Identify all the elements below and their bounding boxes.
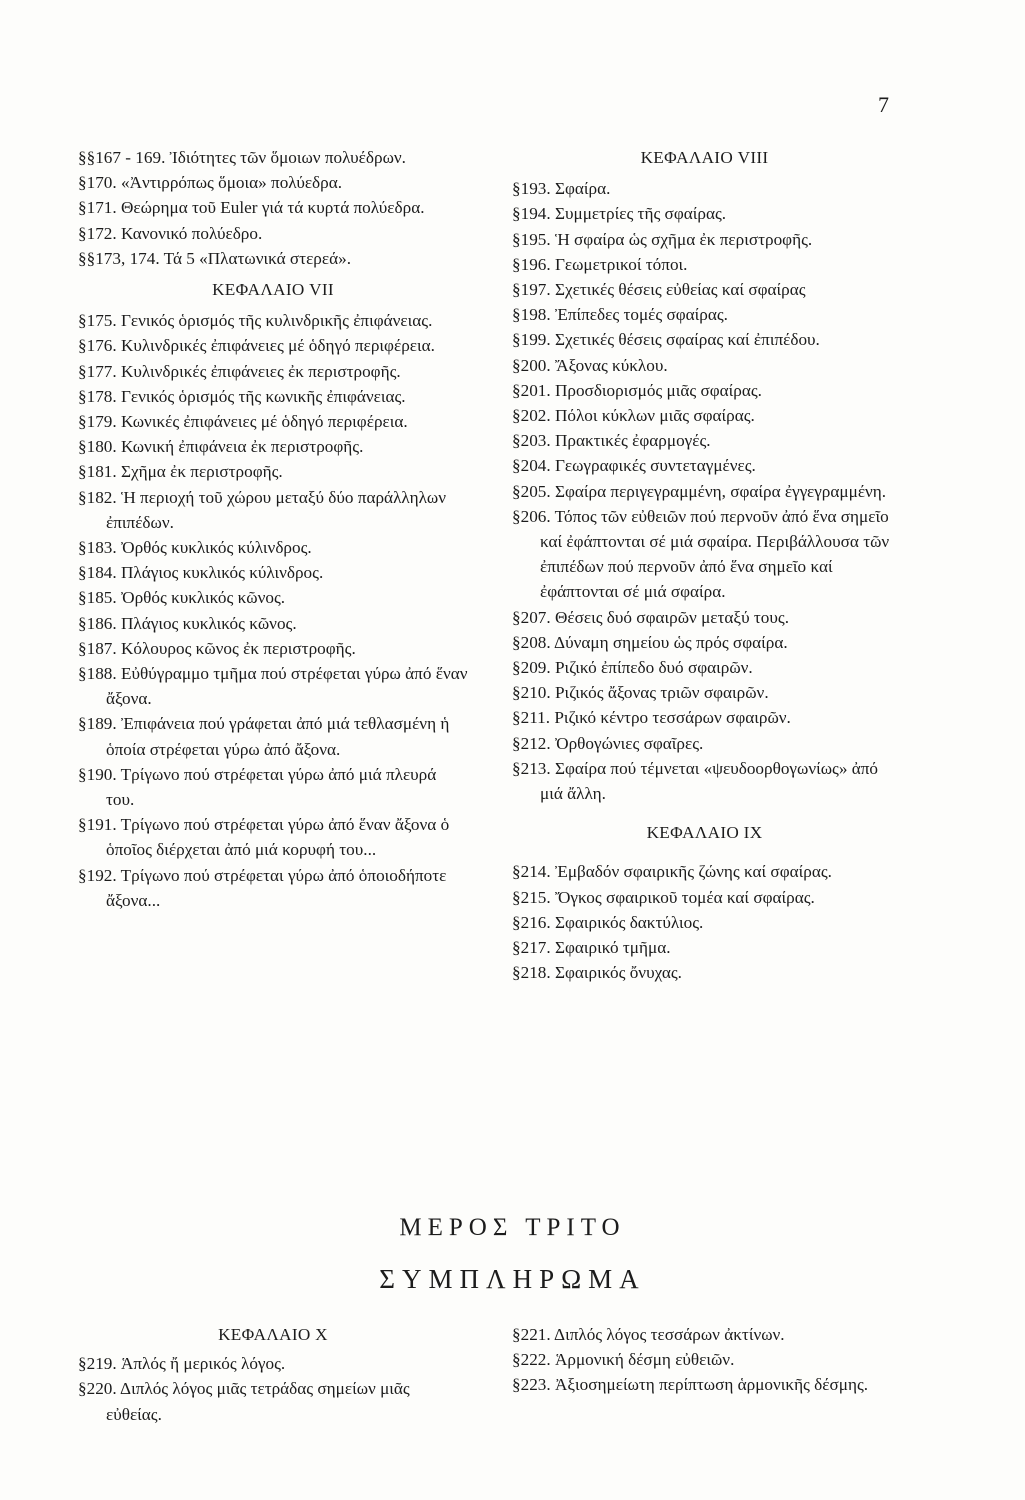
toc-entry: §204. Γεωγραφικές συντεταγμένες. <box>512 456 756 476</box>
toc-entry: §210. Ριζικός ἄξονας τριῶν σφαιρῶν. <box>512 683 769 703</box>
toc-entry: §176. Κυλινδρικές ἐπιφάνειες μέ ὁδηγό περιφέρεια. <box>78 336 435 356</box>
toc-entry: §194. Συμμετρίες τῆς σφαίρας. <box>512 204 727 224</box>
chapter-heading-viii: ΚΕΦΑΛΑΙΟ VIII <box>640 148 769 167</box>
part-subtitle: ΣΥΜΠΛΗΡΩΜΑ <box>379 1264 646 1294</box>
toc-entry: §221. Διπλός λόγος τεσσάρων ἀκτίνων. <box>512 1325 785 1344</box>
toc-entry: §217. Σφαιρικό τμῆμα. <box>512 938 671 958</box>
toc-entry: §197. Σχετικές θέσεις εὐθείας καί σφαίρας <box>512 280 806 300</box>
toc-entry: §219. Ἁπλός ἤ μερικός λόγος. <box>78 1354 286 1374</box>
toc-entry: §193. Σφαίρα. <box>512 179 611 199</box>
toc-entry: §188. Εὐθύγραμμο τμῆμα πού στρέφεται γύρω ἀπό ἕναν ἄξονα. <box>78 664 468 709</box>
chapter-heading-x: ΚΕΦΑΛΑΙΟ Χ <box>218 1325 328 1344</box>
toc-entry: §201. Προσδιορισμός μιᾶς σφαίρας. <box>512 380 762 400</box>
toc-entry: §191. Τρίγωνο πού στρέφεται γύρω ἀπό ἕναν ἄξονα ὁ ὁποῖος διέρχεται ἀπό μιά κορυφή του... <box>78 815 450 860</box>
toc-entry: §205. Σφαίρα περιγεγραμμένη, σφαίρα ἐγγεγραμμένη. <box>512 481 887 501</box>
toc-entry: §198. Ἐπίπεδες τομές σφαίρας. <box>512 305 728 325</box>
right-column <box>512 145 897 986</box>
toc-entry: §192. Τρίγωνο πού στρέφεται γύρω ἀπό ὁποιοδήποτε ἄξονα... <box>78 865 447 910</box>
toc-entry: §196. Γεωμετρικοί τόποι. <box>512 254 688 274</box>
toc-entry: §212. Ὀρθογώνιες σφαῖρες. <box>512 733 704 753</box>
toc-entry: §185. Ὀρθός κυκλικός κῶνος. <box>78 588 286 608</box>
toc-entry: §209. Ριζικό ἐπίπεδο δυό σφαιρῶν. <box>512 658 753 678</box>
toc-entry: §220. Διπλός λόγος μιᾶς τετράδας σημείων μιᾶς εὐθείας. <box>78 1379 410 1424</box>
toc-entry: §202. Πόλοι κύκλων μιᾶς σφαίρας. <box>512 406 755 426</box>
toc-entry: §223. Ἀξιοσημείωτη περίπτωση ἁρμονικῆς δέσμης. <box>512 1375 869 1395</box>
toc-entry: §181. Σχῆμα ἐκ περιστροφῆς. <box>78 462 283 482</box>
chapter-x-right-column <box>512 1322 897 1398</box>
toc-entry: §175. Γενικός ὁρισμός τῆς κυλινδρικῆς ἐπιφάνειας. <box>78 311 433 331</box>
toc-entry: §§173, 174. Τά 5 «Πλατωνικά στερεά». <box>78 248 351 268</box>
toc-entry: §200. Ἄξονας κύκλου. <box>512 355 668 375</box>
part-heading: ΜΕΡΟΣ ΤΡΙΤΟ <box>399 1214 626 1241</box>
toc-entry: §216. Σφαιρικός δακτύλιος. <box>512 912 704 932</box>
toc-entry: §170. «Ἀντιρρόπως ὅμοια» πολύεδρα. <box>78 173 343 193</box>
toc-entry: §214. Ἐμβαδόν σφαιρικῆς ζώνης καί σφαίρας. <box>512 862 832 882</box>
toc-entry: §§167 - 169. Ἰδιότητες τῶν ὅμοιων πολυέδρων. <box>78 148 406 167</box>
toc-entry: §178. Γενικός ὁρισμός τῆς κωνικῆς ἐπιφάνειας. <box>78 386 406 406</box>
toc-entry: §190. Τρίγωνο πού στρέφεται γύρω ἀπό μιά πλευρά του. <box>78 764 437 810</box>
toc-entry: §179. Κωνικές ἐπιφάνειες μέ ὁδηγό περιφέρεια. <box>78 412 408 432</box>
toc-entry: §207. Θέσεις δυό σφαιρῶν μεταξύ τους. <box>512 607 790 627</box>
toc-entry: §222. Ἁρμονική δέσμη εὐθειῶν. <box>512 1350 735 1370</box>
page-number: 7 <box>878 92 889 117</box>
toc-entry: §206. Τόπος τῶν εὐθειῶν πού περνοῦν ἀπό ἕνα σημεῖο καί ἐφάπτονται σέ μιά σφαίρα. Περιβάλλουσα τῶν ἐπιπέδων πού περνοῦν ἀπό ἕνα σημεῖο καί ἐφάπτονται σέ μιά σφαίρα. <box>512 506 890 602</box>
toc-entry: §187. Κόλουρος κῶνος ἐκ περιστροφῆς. <box>78 638 356 658</box>
toc-entry: §213. Σφαίρα πού τέμνεται «ψευδοορθογωνίως» ἀπό μιά ἄλλη. <box>512 758 878 804</box>
toc-entry: §203. Πρακτικές ἐφαρμογές. <box>512 431 711 451</box>
chapter-heading-ix: ΚΕΦΑΛΑΙΟ ΙΧ <box>646 823 763 843</box>
toc-entry: §208. Δύναμη σημείου ὡς πρός σφαίρα. <box>512 632 788 652</box>
toc-entry: §186. Πλάγιος κυκλικός κῶνος. <box>78 613 297 633</box>
toc-entry: §218. Σφαιρικός ὄνυχας. <box>512 963 682 983</box>
toc-entry: §189. Ἐπιφάνεια πού γράφεται ἀπό μιά τεθλασμένη ἡ ὁποία στρέφεται γύρω ἀπό ἄξονα. <box>78 714 450 759</box>
toc-entry: §180. Κωνική ἐπιφάνεια ἐκ περιστροφῆς. <box>78 437 364 457</box>
toc-entry: §211. Ριζικό κέντρο τεσσάρων σφαιρῶν. <box>512 708 791 728</box>
chapter-x-left-column <box>78 1322 468 1427</box>
chapter-heading-vii: ΚΕΦΑΛΑΙΟ VII <box>212 280 334 300</box>
left-column <box>78 145 468 913</box>
toc-entry: §172. Κανονικό πολύεδρο. <box>78 223 263 243</box>
toc-entry: §177. Κυλινδρικές ἐπιφάνειες ἐκ περιστροφῆς. <box>78 361 401 381</box>
toc-entry: §199. Σχετικές θέσεις σφαίρας καί ἐπιπέδου. <box>512 330 820 350</box>
toc-entry: §195. Ἡ σφαίρα ὡς σχῆμα ἐκ περιστροφῆς. <box>512 229 813 249</box>
toc-entry: §215. Ὄγκος σφαιρικοῦ τομέα καί σφαίρας. <box>512 887 815 907</box>
toc-entry: §183. Ὀρθός κυκλικός κύλινδρος. <box>78 538 312 558</box>
toc-entry: §182. Ἡ περιοχή τοῦ χώρου μεταξύ δύο παράλληλων ἐπιπέδων. <box>78 487 446 532</box>
toc-entry: §171. Θεώρημα τοῦ Euler γιά τά κυρτά πολύεδρα. <box>78 198 425 218</box>
toc-entry: §184. Πλάγιος κυκλικός κύλινδρος. <box>78 563 324 583</box>
